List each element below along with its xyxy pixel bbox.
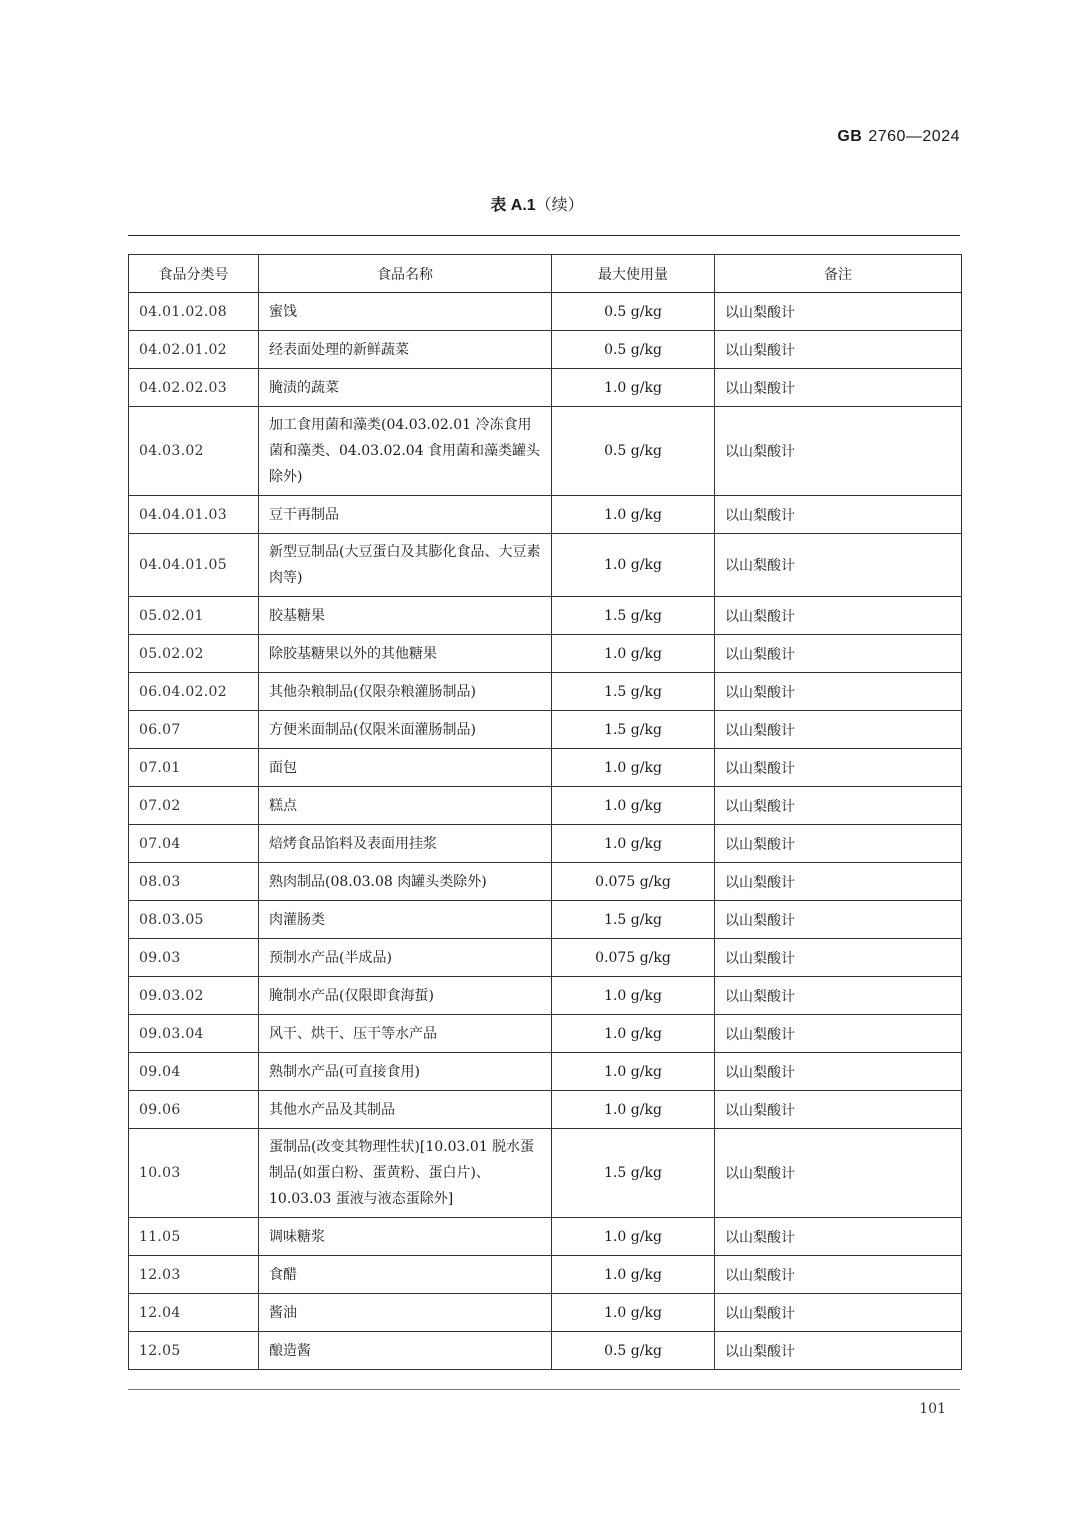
table-row [129,825,962,863]
column-header-amount: 最大使用量 [552,255,715,293]
food-code: 04.03.02 [129,407,259,496]
food-code: 09.04 [129,1053,259,1091]
food-code: 06.04.02.02 [129,673,259,711]
max-amount: 1.5 g/kg [552,1129,715,1218]
food-code: 12.05 [129,1332,259,1370]
food-code: 04.01.02.08 [129,293,259,331]
food-code: 05.02.01 [129,597,259,635]
column-header-name: 食品名称 [259,255,552,293]
column-header-code: 食品分类号 [129,255,259,293]
table-row [129,597,962,635]
max-amount: 1.0 g/kg [552,496,715,534]
note: 以山梨酸计 [715,1091,962,1129]
food-code: 12.03 [129,1256,259,1294]
table-row [129,1294,962,1332]
note: 以山梨酸计 [715,901,962,939]
food-name: 加工食用菌和藻类(04.03.02.01 冷冻食用菌和藻类、04.03.02.04 食用菌和藻类罐头除外) [259,407,552,496]
food-name: 腌制水产品(仅限即食海蜇) [259,977,552,1015]
table-row [129,901,962,939]
food-code: 08.03.05 [129,901,259,939]
note: 以山梨酸计 [715,1015,962,1053]
food-name: 经表面处理的新鲜蔬菜 [259,331,552,369]
note: 以山梨酸计 [715,673,962,711]
max-amount: 1.0 g/kg [552,1294,715,1332]
food-name: 新型豆制品(大豆蛋白及其膨化食品、大豆素肉等) [259,534,552,597]
table-row [129,977,962,1015]
max-amount: 1.0 g/kg [552,977,715,1015]
note: 以山梨酸计 [715,1053,962,1091]
food-name: 风干、烘干、压干等水产品 [259,1015,552,1053]
max-amount: 1.0 g/kg [552,825,715,863]
max-amount: 0.075 g/kg [552,863,715,901]
note: 以山梨酸计 [715,939,962,977]
table-row [129,1015,962,1053]
table-header-row [129,255,962,293]
food-code: 12.04 [129,1294,259,1332]
table-row [129,534,962,597]
table-row [129,1332,962,1370]
food-name: 面包 [259,749,552,787]
table-row [129,293,962,331]
table-row [129,635,962,673]
note: 以山梨酸计 [715,1332,962,1370]
note: 以山梨酸计 [715,496,962,534]
table-row [129,863,962,901]
food-code: 09.03 [129,939,259,977]
food-name: 糕点 [259,787,552,825]
food-code: 07.04 [129,825,259,863]
note: 以山梨酸计 [715,534,962,597]
note: 以山梨酸计 [715,369,962,407]
table-suffix: （续） [535,195,584,214]
max-amount: 1.0 g/kg [552,534,715,597]
max-amount: 1.0 g/kg [552,369,715,407]
food-code: 07.02 [129,787,259,825]
food-name: 预制水产品(半成品) [259,939,552,977]
table-row [129,1053,962,1091]
table-row [129,749,962,787]
note: 以山梨酸计 [715,1218,962,1256]
note: 以山梨酸计 [715,635,962,673]
food-code: 09.06 [129,1091,259,1129]
max-amount: 1.0 g/kg [552,1218,715,1256]
food-name: 豆干再制品 [259,496,552,534]
food-name: 腌渍的蔬菜 [259,369,552,407]
food-name: 肉灌肠类 [259,901,552,939]
food-name: 食醋 [259,1256,552,1294]
max-amount: 1.5 g/kg [552,597,715,635]
max-amount: 0.5 g/kg [552,331,715,369]
standard-code [837,128,960,146]
column-header-note: 备注 [715,255,962,293]
food-name: 其他杂粮制品(仅限杂粮灌肠制品) [259,673,552,711]
note: 以山梨酸计 [715,331,962,369]
max-amount: 1.0 g/kg [552,1256,715,1294]
note: 以山梨酸计 [715,293,962,331]
table-row [129,496,962,534]
food-code: 05.02.02 [129,635,259,673]
max-amount: 1.0 g/kg [552,1091,715,1129]
table-row [129,1218,962,1256]
max-amount: 1.0 g/kg [552,749,715,787]
food-code: 04.02.02.03 [129,369,259,407]
table-row [129,407,962,496]
food-name: 蛋制品(改变其物理性状)[10.03.01 脱水蛋制品(如蛋白粉、蛋黄粉、蛋白片)、10.03.03 蛋液与液态蛋除外] [259,1129,552,1218]
max-amount: 0.5 g/kg [552,293,715,331]
food-code: 10.03 [129,1129,259,1218]
note: 以山梨酸计 [715,1294,962,1332]
table-row [129,369,962,407]
standard-prefix: GB [837,128,863,145]
additive-usage-table [128,254,962,1370]
food-name: 除胶基糖果以外的其他糖果 [259,635,552,673]
max-amount: 1.0 g/kg [552,1015,715,1053]
food-code: 04.04.01.03 [129,496,259,534]
food-code: 08.03 [129,863,259,901]
max-amount: 1.5 g/kg [552,673,715,711]
bottom-rule [128,1389,960,1390]
max-amount: 1.0 g/kg [552,787,715,825]
food-name: 胶基糖果 [259,597,552,635]
note: 以山梨酸计 [715,407,962,496]
food-name: 蜜饯 [259,293,552,331]
table-row [129,787,962,825]
food-code: 09.03.04 [129,1015,259,1053]
note: 以山梨酸计 [715,825,962,863]
standard-number: 2760—2024 [868,128,960,145]
food-name: 调味糖浆 [259,1218,552,1256]
table-row [129,1129,962,1218]
note: 以山梨酸计 [715,977,962,1015]
table-row [129,1091,962,1129]
page-number: 101 [919,1401,946,1417]
table-row [129,673,962,711]
food-name: 熟制水产品(可直接食用) [259,1053,552,1091]
food-name: 方便米面制品(仅限米面灌肠制品) [259,711,552,749]
table-label: 表 A.1 [490,197,536,214]
max-amount: 1.0 g/kg [552,1053,715,1091]
note: 以山梨酸计 [715,597,962,635]
note: 以山梨酸计 [715,863,962,901]
table-title [0,192,1074,215]
note: 以山梨酸计 [715,749,962,787]
table-row [129,1256,962,1294]
note: 以山梨酸计 [715,1129,962,1218]
max-amount: 1.5 g/kg [552,901,715,939]
note: 以山梨酸计 [715,1256,962,1294]
food-code: 04.02.01.02 [129,331,259,369]
table-body [129,293,962,1370]
food-name: 酱油 [259,1294,552,1332]
max-amount: 1.5 g/kg [552,711,715,749]
food-code: 06.07 [129,711,259,749]
food-name: 其他水产品及其制品 [259,1091,552,1129]
food-code: 04.04.01.05 [129,534,259,597]
top-rule [128,235,960,236]
note: 以山梨酸计 [715,787,962,825]
food-code: 07.01 [129,749,259,787]
max-amount: 1.0 g/kg [552,635,715,673]
table-row [129,711,962,749]
max-amount: 0.5 g/kg [552,407,715,496]
table-row [129,331,962,369]
table-row [129,939,962,977]
food-code: 11.05 [129,1218,259,1256]
note: 以山梨酸计 [715,711,962,749]
food-code: 09.03.02 [129,977,259,1015]
max-amount: 0.5 g/kg [552,1332,715,1370]
food-name: 焙烤食品馅料及表面用挂浆 [259,825,552,863]
max-amount: 0.075 g/kg [552,939,715,977]
food-name: 酿造酱 [259,1332,552,1370]
food-name: 熟肉制品(08.03.08 肉罐头类除外) [259,863,552,901]
